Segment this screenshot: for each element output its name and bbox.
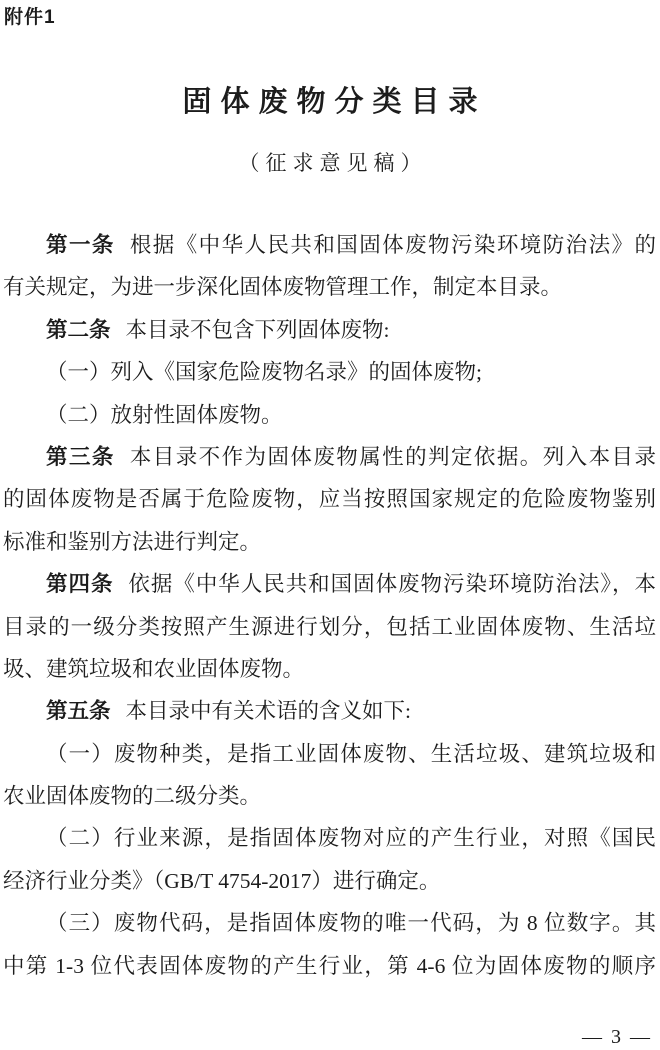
body-line [3,733,656,775]
line-text: 中第 1-3 位代表固体废物的产生行业，第 4-6 位为固体废物的顺序 [3,953,656,978]
body-line [3,902,656,944]
article-number: 第四条 [46,572,114,597]
line-text: （一）废物种类，是指工业固体废物、生活垃圾、建筑垃圾和 [46,741,656,766]
body-line [3,648,656,690]
line-text: （二）行业来源，是指固体废物对应的产生行业，对照《国民 [46,826,656,851]
body-line [3,521,656,563]
body-line [3,436,656,478]
line-text: 本目录不包含下列固体废物: [125,317,390,342]
article-number: 第三条 [46,444,115,469]
line-text: 依据《中华人民共和国固体废物污染环境防治法》，本 [128,572,656,597]
line-text: 本目录不作为固体废物属性的判定依据。列入本目录 [129,444,656,469]
body-line [3,309,656,351]
article-number: 第五条 [46,699,111,724]
line-text: 的固体废物是否属于危险废物，应当按照国家规定的危险废物鉴别 [3,487,656,512]
body-line [3,775,656,817]
body-line [3,478,656,520]
line-text: 经济行业分类》（GB/T 4754-2017）进行确定。 [3,868,441,893]
line-text: 本目录中有关术语的含义如下: [125,699,411,724]
line-text: 标准和鉴别方法进行判定。 [3,529,262,554]
line-text: 目录的一级分类按照产生源进行划分，包括工业固体废物、生活垃 [3,614,656,639]
article-number: 第一条 [46,233,115,257]
line-text: （三）废物代码，是指固体废物的唯一代码，为 8 位数字。其 [46,911,656,936]
body-line [3,224,656,266]
page-number: — 3 — [582,1026,652,1048]
article-number: 第二条 [46,317,111,342]
line-text: （二）放射性固体废物。 [46,402,283,427]
line-text: （一）列入《国家危险废物名录》的固体废物; [46,360,482,385]
body-line [3,690,656,732]
body-line [3,394,656,436]
document-body [3,224,656,987]
body-line [3,266,656,308]
body-line [3,945,656,987]
document-subtitle: （征求意见稿） [238,151,428,175]
body-line [3,351,656,393]
line-text: 根据《中华人民共和国固体废物污染环境防治法》的 [129,233,656,257]
body-line [3,817,656,859]
line-text: 农业固体废物的二级分类。 [3,784,262,809]
body-line [3,860,656,902]
document-title: 固体废物分类目录 [182,86,487,118]
line-text: 圾、建筑垃圾和农业固体废物。 [3,656,305,681]
attachment-label: 附件1 [4,7,56,28]
body-line [3,563,656,605]
line-text: 有关规定，为进一步深化固体废物管理工作，制定本目录。 [3,275,563,300]
body-line [3,606,656,648]
